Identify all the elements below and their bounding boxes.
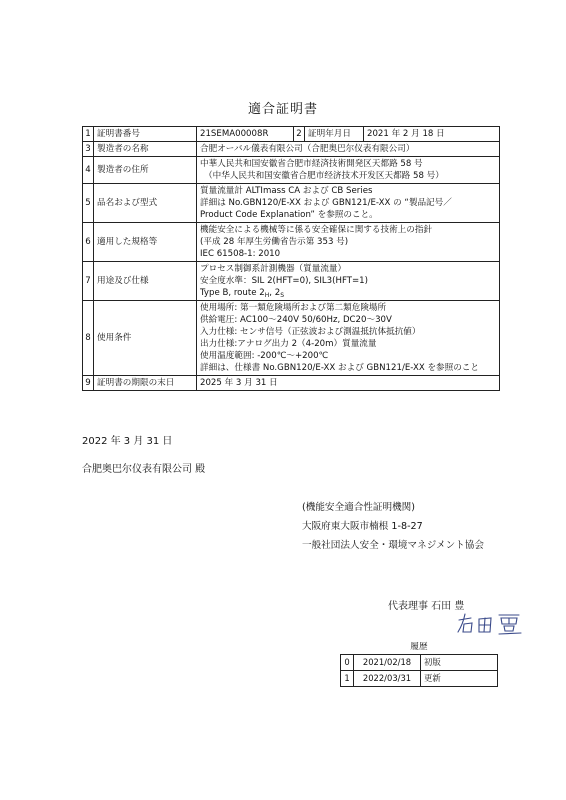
condition-line: 入力仕様: センサ信号（正弦波および測温抵抗体抵抗値） bbox=[200, 327, 421, 337]
row-label: 適用した規格等 bbox=[94, 223, 197, 262]
row-number: 2 bbox=[294, 127, 305, 142]
spec-text: Type B, route 2 bbox=[200, 288, 265, 298]
address-line: 中華人民共和国安徽省合肥市経済技術開発区天都路 58 号 bbox=[200, 159, 423, 169]
row-label: 品名および型式 bbox=[94, 184, 197, 223]
row-label: 用途及び仕様 bbox=[94, 262, 197, 301]
manufacturer-address bbox=[197, 157, 500, 184]
table-row bbox=[83, 223, 500, 262]
spec-subscript: S bbox=[280, 292, 284, 299]
document-title: 適合証明書 bbox=[247, 102, 318, 117]
recipient: 合肥奥巴尔仪表有限公司 殿 bbox=[82, 464, 206, 475]
history-table bbox=[340, 654, 498, 687]
row-number: 7 bbox=[83, 262, 94, 301]
spec-subscript: H bbox=[264, 292, 270, 299]
row-number: 6 bbox=[83, 223, 94, 262]
table-row bbox=[83, 157, 500, 184]
expiry-date: 2025 年 3 月 31 日 bbox=[197, 376, 500, 391]
spec-line: 安全度水準：SIL 2(HFT=0), SIL3(HFT=1) bbox=[200, 276, 369, 286]
table-row bbox=[83, 301, 500, 376]
table-row bbox=[83, 262, 500, 301]
history-note: 初版 bbox=[421, 655, 498, 671]
handwritten-signature bbox=[455, 610, 530, 636]
row-number: 3 bbox=[83, 142, 94, 157]
table-row bbox=[83, 376, 500, 391]
row-label: 使用条件 bbox=[94, 301, 197, 376]
issuer-line: (機能安全適合性証明機関) bbox=[302, 502, 416, 513]
certificate-date: 2021 年 2 月 18 日 bbox=[364, 127, 500, 142]
product-line: Product Code Explanation” を参照のこと。 bbox=[200, 210, 378, 220]
history-date: 2021/02/18 bbox=[354, 655, 421, 671]
address-line: （中华人民共和国安徽省合肥市经济技术开发区天都路 58 号） bbox=[204, 171, 444, 181]
product-line: 詳細は No.GBN120/E-XX および GBN121/E-XX の “製品記号／ bbox=[200, 198, 452, 208]
row-label: 証明書番号 bbox=[94, 127, 197, 142]
certificate-table bbox=[82, 126, 500, 391]
history-title: 履歴 bbox=[410, 642, 428, 652]
spec-line bbox=[200, 287, 496, 299]
history-date: 2022/03/31 bbox=[354, 671, 421, 687]
usage-spec bbox=[197, 262, 500, 301]
row-label: 証明年月日 bbox=[305, 127, 364, 142]
applied-standards bbox=[197, 223, 500, 262]
row-number: 1 bbox=[83, 127, 94, 142]
condition-line: 出力仕様:アナログ出力 2（4-20m）質量流量 bbox=[200, 339, 377, 349]
row-label: 製造者の住所 bbox=[94, 157, 197, 184]
standard-line: IEC 61508-1: 2010 bbox=[200, 249, 281, 259]
issuer-line: 大阪府東大阪市楠根 1-8-27 bbox=[302, 521, 423, 532]
table-row bbox=[341, 655, 498, 671]
row-label: 製造者の名称 bbox=[94, 142, 197, 157]
row-number: 8 bbox=[83, 301, 94, 376]
issue-date: 2022 年 3 月 31 日 bbox=[82, 436, 173, 447]
history-note: 更新 bbox=[421, 671, 498, 687]
issuer-line: 一般社団法人安全・環境マネジメント協会 bbox=[302, 540, 484, 551]
spec-text: , 2 bbox=[269, 288, 281, 298]
product-model bbox=[197, 184, 500, 223]
standard-line: 機能安全による機械等に係る安全確保に関する技術上の指針 bbox=[200, 225, 433, 235]
row-number: 9 bbox=[83, 376, 94, 391]
table-row bbox=[83, 142, 500, 157]
issuer-block bbox=[302, 498, 484, 555]
spec-line: プロセス制御系計測機器（質量流量） bbox=[200, 264, 347, 274]
row-number: 4 bbox=[83, 157, 94, 184]
certificate-number: 21SEMA00008R bbox=[197, 127, 294, 142]
history-number: 1 bbox=[341, 671, 354, 687]
product-line: 質量流量計 ALTImass CA および CB Series bbox=[200, 186, 373, 196]
condition-line: 使用温度範囲: -200℃～+200℃ bbox=[200, 351, 329, 361]
condition-line: 供給電圧: AC100～240V 50/60Hz, DC20～30V bbox=[200, 315, 392, 325]
row-label: 証明書の期限の末日 bbox=[94, 376, 197, 391]
table-row bbox=[341, 671, 498, 687]
history-number: 0 bbox=[341, 655, 354, 671]
usage-conditions bbox=[197, 301, 500, 376]
manufacturer-name: 合肥オーバル儀表有限公司（合肥奥巴尔仪表有限公司） bbox=[197, 142, 500, 157]
standard-line: (平成 28 年厚生労働省告示第 353 号) bbox=[200, 237, 349, 247]
representative: 代表理事 石田 豊 bbox=[388, 601, 465, 612]
table-row bbox=[83, 184, 500, 223]
row-number: 5 bbox=[83, 184, 94, 223]
condition-line: 詳細は、仕様書 No.GBN120/E-XX および GBN121/E-XX を参照のこと bbox=[200, 363, 480, 373]
condition-line: 使用場所: 第一類危険場所および第二類危険場所 bbox=[200, 303, 387, 313]
table-row bbox=[83, 127, 500, 142]
